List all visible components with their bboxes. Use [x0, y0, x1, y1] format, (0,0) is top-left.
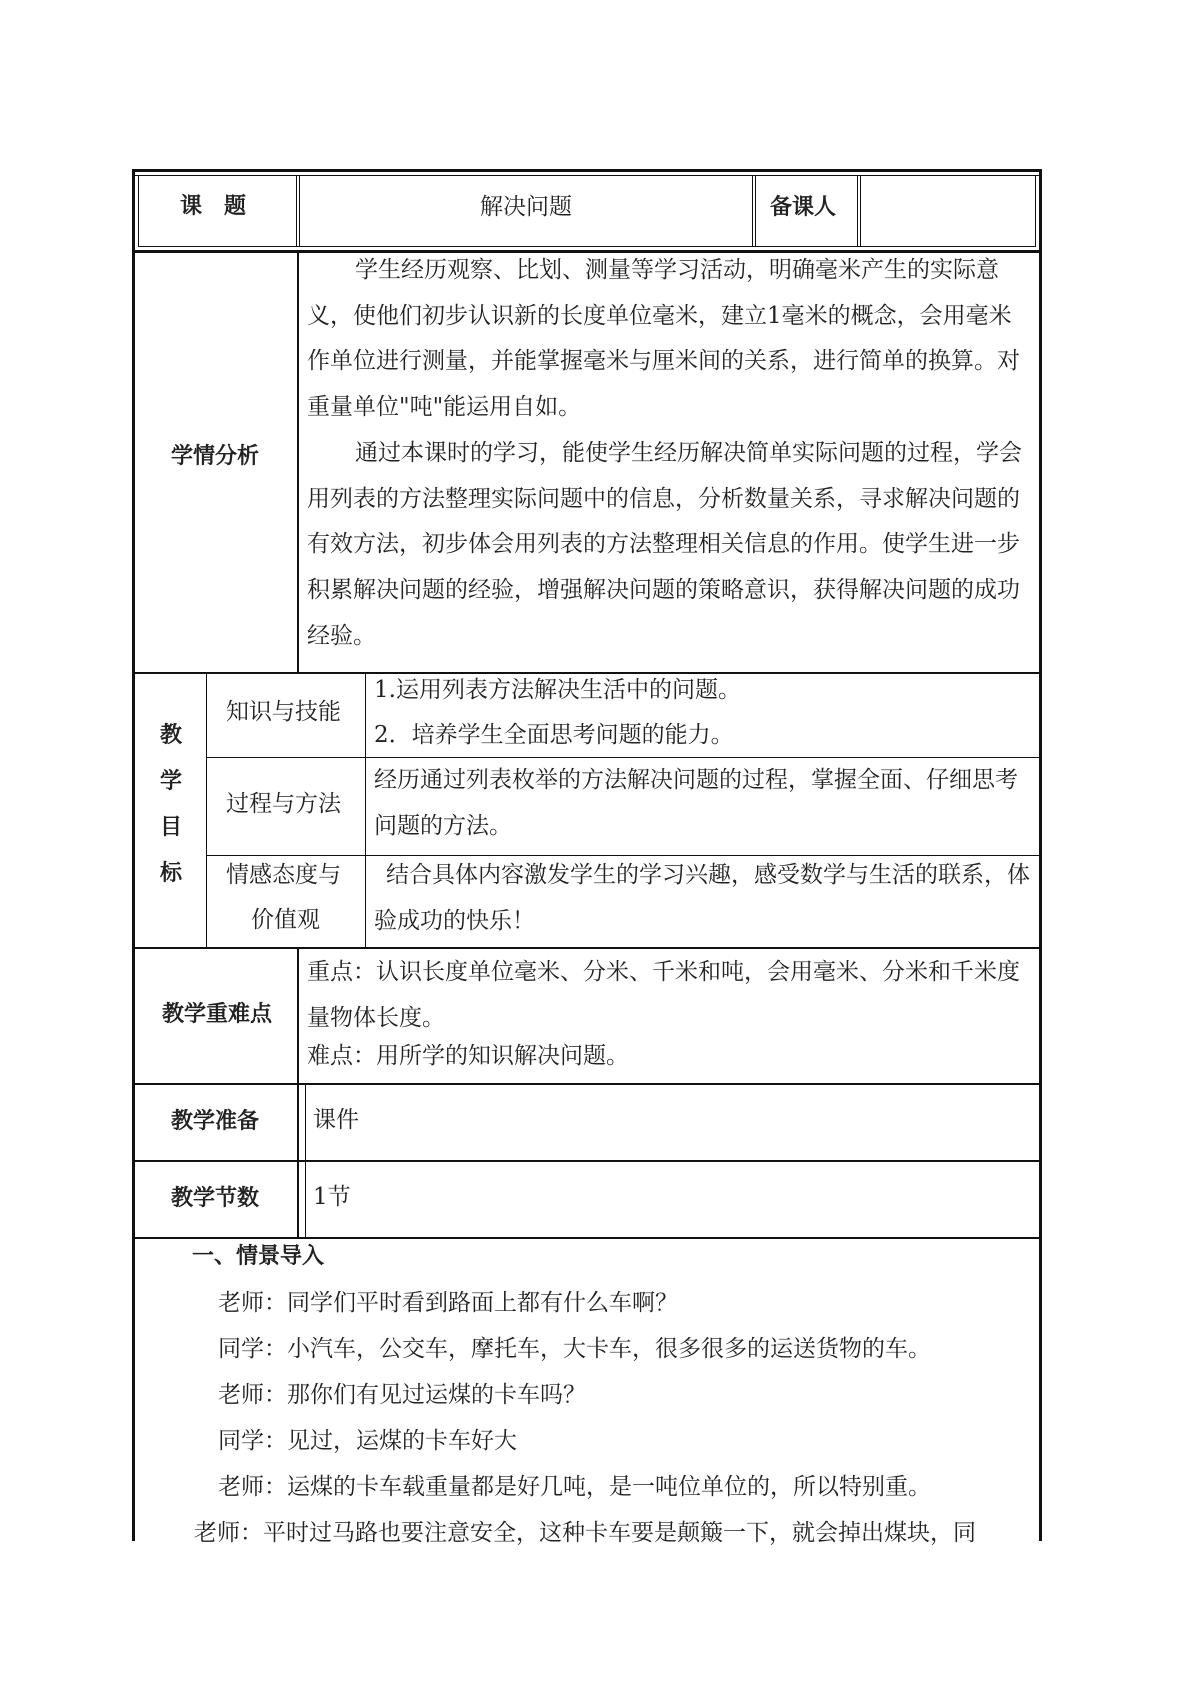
table-border — [296, 175, 297, 247]
section-title: 一、情景导入 — [192, 1244, 325, 1269]
goal-process-text: 经历通过列表枚举的方法解决问题的过程，掌握全面、仔细思考问题的方法。 — [374, 767, 1018, 839]
periods-label: 教学节数 — [171, 1186, 260, 1211]
keypoints-difficult: 难点：用所学的知识解决问题。 — [307, 1043, 629, 1069]
dialogue-line: 老师：那你们有见过运煤的卡车吗？ — [218, 1382, 586, 1408]
table-border — [132, 947, 1042, 949]
analysis-paragraph: 学生经历观察、比划、测量等学习活动，明确毫米产生的实际意义，使他们初步认识新的长度单位毫米，建立1毫米的概念，会用毫米作单位进行测量，并能掌握毫米与厘米间的关系，进行简单的换算。对重量单位"吨"能运用自如。 — [307, 257, 1020, 421]
table-border — [206, 673, 207, 948]
analysis-label: 学情分析 — [171, 444, 260, 469]
goals-label-char: 目 — [160, 815, 183, 840]
keypoints-label: 教学重难点 — [162, 1002, 273, 1027]
goal-attitude-text: 结合具体内容激发学生的学习兴趣，感受数学与生活的联系，体验成功的快乐！ — [374, 862, 1030, 934]
keypoints-key: 重点：认识长度单位毫米、分米、千米和吨，会用毫米、分米和千米度量物体长度。 — [307, 959, 1020, 1031]
table-border — [752, 175, 753, 247]
preparer-label: 备课人 — [770, 195, 837, 220]
prep-label: 教学准备 — [171, 1109, 260, 1134]
dialogue-line: 老师：同学们平时看到路面上都有什么车啊？ — [218, 1290, 678, 1316]
goals-label-char: 标 — [160, 861, 183, 886]
table-border — [365, 673, 366, 948]
table-border — [132, 672, 1042, 674]
dialogue-line: 老师：运煤的卡车载重量都是好几吨，是一吨位单位的，所以特别重。 — [218, 1474, 931, 1500]
table-border — [138, 246, 1036, 247]
dialogue-line: 同学：见过，运煤的卡车好大 — [218, 1428, 517, 1454]
table-border — [1035, 175, 1036, 246]
table-border — [132, 1237, 1042, 1239]
goal-attitude-label: 价值观 — [251, 907, 320, 933]
table-border — [297, 948, 299, 1238]
table-border — [857, 175, 858, 247]
table-border — [755, 175, 756, 247]
goal-knowledge-label: 知识与技能 — [226, 699, 341, 725]
goal-knowledge-line: 2．培养学生全面思考问题的能力。 — [374, 722, 734, 748]
prep-value: 课件 — [313, 1107, 359, 1133]
goal-attitude-label: 情感态度与 — [226, 862, 341, 888]
goal-process-label: 过程与方法 — [226, 791, 341, 817]
dialogue-line: 同学：小汽车，公交车，摩托车，大卡车，很多很多的运送货物的车。 — [218, 1336, 931, 1362]
goals-label-char: 教 — [160, 723, 183, 748]
table-border — [305, 1084, 306, 1238]
table-border — [132, 169, 135, 1541]
analysis-paragraph: 通过本课时的学习，能使学生经历解决简单实际问题的过程，学会用列表的方法整理实际问题中的信息，分析数量关系，寻求解决问题的有效方法，初步体会用列表的方法整理相关信息的作用。使学生进一步积累解决问题的经验，增强解决问题的策略意识，获得解决问题的成功经验。 — [307, 440, 1022, 649]
table-border — [297, 253, 299, 673]
goal-knowledge-line: 1.运用列表方法解决生活中的问题。 — [374, 677, 741, 703]
table-border — [132, 169, 1042, 172]
periods-value: 1节 — [313, 1184, 351, 1210]
topic-label: 课 题 — [180, 194, 247, 219]
table-border — [860, 175, 861, 247]
table-border — [132, 175, 1042, 176]
table-border — [132, 1083, 1042, 1085]
goals-label-char: 学 — [160, 769, 183, 794]
table-border — [138, 175, 139, 246]
dialogue-line: 老师：平时过马路也要注意安全，这种卡车要是颠簸一下，就会掉出煤块，同 — [194, 1520, 976, 1546]
table-border — [132, 1160, 1042, 1162]
topic-value: 解决问题 — [480, 194, 572, 220]
